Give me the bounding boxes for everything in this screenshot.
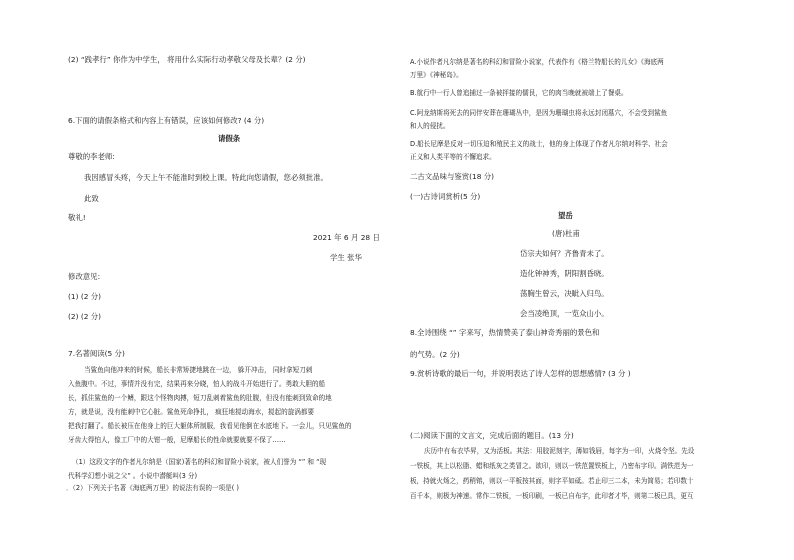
passage-line: 把我打翻了。船长被压在他身上的巨大躯体所制服，我看见他倒在水底地下。一会儿，只见鲨鱼的 [68, 422, 352, 430]
poem-line: 荡胸生曾云，决眦入归鸟。 [520, 289, 609, 298]
poem-line: 会当凌绝顶，一览众山小。 [520, 309, 609, 318]
question-8-cont: 的气势。(2 分) [410, 350, 460, 359]
revise-item-2: (2) (2 分) [68, 312, 102, 321]
option-b: B.航行中一行人曾追捕过一条被抨接的儒艮，它的肉当晚就被端上了餐桌。 [410, 89, 628, 97]
section-2-1-title: (一)古诗词赏析(5 分) [410, 192, 481, 201]
poem-line: 造化钟神秀，阴阳割昏晓。 [520, 269, 609, 278]
passage-line: 当鲨鱼向他冲来的时候，船长非常矫捷地跳在一边， 躲开冲击， 同时拿短刀刺 [84, 366, 313, 374]
question-2-2: (2) “践孝行” 你作为中学生， 将用什么实际行动孝敬父母及长辈？(2 分) [68, 55, 306, 64]
leave-note-closing: 此致 [84, 194, 99, 203]
revise-item-1: (1) (2 分) [68, 292, 102, 301]
passage-line: 入鱼腹中。不过，事情并没有完，结果再来分晓，怕人的战斗开始进行了。勇敢大胆的船 [68, 380, 326, 388]
question-9: 9.赏析诗歌的最后一句，并说明表达了诗人怎样的思想感情? (3 分 ) [410, 369, 631, 378]
option-d: D.船长尼摩是反对一切压迫和殖民主义的战士，他的身上体现了作者凡尔纳对科学、社会 [410, 140, 668, 148]
section-2-title: 二古文品味与鉴赏(18 分) [410, 172, 495, 181]
leave-note-title: 请假条 [218, 134, 241, 143]
question-8: 8.全诗围绕 “” 字来写，热情赞美了泰山神奇秀丽的景色和 [410, 328, 600, 337]
section-2-2-title: (二)阅读下面的文言文，完成后面的题目。(13 分) [410, 431, 574, 440]
leave-note-salutation: 尊敬的李老师: [68, 152, 115, 161]
passage-line: 长，抓住鲨鱼的一个鳍，跟这个怪物肉搏，短刀乱刺着鲨鱼的肚腹，但没有能刺到致命的地 [68, 394, 332, 402]
option-a-cont: 万里》《神秘岛》。 [410, 71, 463, 79]
poem-line: 岱宗夫如何？齐鲁青未了。 [520, 249, 609, 258]
classical-text-line: 一铁板，其上以松脂、蜡和纸灰之类冒之。欲印，则以一铁范置铁板上，乃密布字印。满铁范为一 [410, 462, 694, 470]
leave-note-salute: 敬礼! [68, 213, 86, 222]
classical-text-line: 板，持就火炀之，药稍镕，则以一平板按其面，则字平如砥。若止印三二本，未为简易；若印数十 [410, 477, 694, 485]
question-7-2: ．（2）下列关于名著《海底两万里》的说法有误的一项是( ) [66, 484, 239, 492]
leave-note-body: 我因感冒头疼，今天上午不能准时到校上课。特此向您请假，您必须批准。 [84, 173, 328, 182]
classical-text-line: 百千本，则极为神速。常作二铁板，一板印刷，一板已自布字，此印者才毕，则第二板已具，更互 [410, 492, 694, 500]
question-7-title: 7.名著阅读(5 分) [68, 349, 125, 358]
leave-note-signature: 学生 张华 [330, 253, 362, 262]
passage-line: 牙齿大得怕人，像工厂中的大钳一般，尼摩船长的性命就要就要不保了…… [68, 436, 286, 444]
leave-note-date: 2021 年 6 月 28 日 [313, 233, 380, 242]
option-c: C.阿龙纳斯将死去的同伴安葬在珊瑚丛中，是因为珊瑚虫将永远封闭墓穴，不会受到鲨鱼 [410, 109, 668, 117]
revise-label: 修改意见: [68, 272, 101, 281]
option-c-cont: 和人的侵扰。 [410, 122, 450, 130]
poem-title: 望岳 [558, 211, 573, 220]
question-6-prompt: 6.下面的请假条格式和内容上有错误，应该如何修改? (4 分) [68, 116, 265, 125]
classical-text-line: 庆历中有布衣毕昇，又为活板。其法：用胶泥刻字，薄如钱唇，每字为一印，火烧令坚。先设 [424, 447, 695, 455]
option-a: A.小说作者凡尔纳是著名的科幻和冒险小说家，代表作有《格兰特船长的儿女》《海底两 [410, 58, 664, 66]
option-d-cont: 正义和人类平等的不懈追求。 [410, 153, 496, 161]
poem-author: (唐)杜甫 [552, 229, 580, 238]
passage-line: 方，就是说，没有能刺中它心脏。鲨鱼死命挣扎， 疯狂地搅动海水，搅起的旋涡都要 [68, 408, 315, 416]
question-7-1: （1）这段文字的作者凡尔纳是（国家)著名的科幻和冒险小说家，被人们誉为 “” 和 “现 [72, 458, 327, 466]
question-7-1-cont: 代科学幻想小说之父” 。小说中潜艇叫(3 分) [68, 472, 198, 480]
